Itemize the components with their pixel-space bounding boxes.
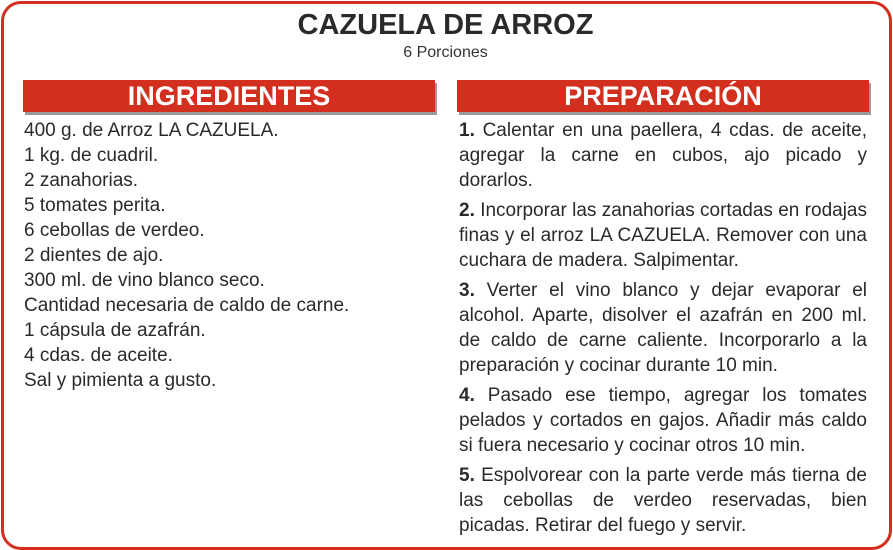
ingredient-item: Sal y pimienta a gusto. (24, 370, 217, 391)
ingredient-item: 1 cápsula de azafrán. (24, 320, 206, 341)
preparation-steps (459, 118, 867, 543)
recipe-title: CAZUELA DE ARROZ (297, 9, 594, 41)
step-number: 2. (459, 200, 475, 221)
ingredient-item: 6 cebollas de verdeo. (24, 220, 205, 241)
ingredients-list (24, 118, 434, 393)
ingredient-item: 400 g. de Arroz LA CAZUELA. (24, 120, 279, 141)
preparation-step (459, 383, 867, 458)
preparation-step (459, 278, 867, 378)
step-text: Verter el vino blanco y dejar evaporar el alcohol. Aparte, disolver el azafrán en 200 ml. de caldo de carne caliente. Incorporarlo a la preparación y cocinar durante 10 min. (459, 280, 867, 376)
ingredient-item: 4 cdas. de aceite. (24, 345, 173, 366)
step-number: 3. (459, 280, 475, 301)
ingredient-item: 1 kg. de cuadril. (24, 145, 159, 166)
step-text: Pasado ese tiempo, agregar los tomates pelados y cortados en gajos. Añadir más caldo si fuera necesario y cocinar otros 10 min. (459, 385, 868, 456)
ingredient-item: 2 dientes de ajo. (24, 245, 164, 266)
preparation-step (459, 463, 867, 538)
step-number: 1. (459, 120, 475, 141)
servings-label: 6 Porciones (403, 44, 488, 61)
step-text: Calentar en una paellera, 4 cdas. de aceite, agregar la carne en cubos, ajo picado y dorarlos. (459, 120, 868, 191)
ingredient-item: 2 zanahorias. (24, 170, 139, 191)
step-text: Incorporar las zanahorias cortadas en rodajas finas y el arroz LA CAZUELA. Remover con una cuchara de madera. Salpimentar. (459, 200, 868, 271)
ingredient-item: 5 tomates perita. (24, 195, 166, 216)
ingredient-item: Cantidad necesaria de caldo de carne. (24, 295, 350, 316)
ingredients-heading: INGREDIENTES (23, 80, 435, 112)
preparation-step (459, 118, 867, 193)
ingredient-item: 300 ml. de vino blanco seco. (24, 270, 265, 291)
preparation-step (459, 198, 867, 273)
step-number: 4. (459, 385, 475, 406)
step-text: Espolvorear con la parte verde más tierna de las cebollas de verdeo reservadas, bien picadas. Retirar del fuego y servir. (459, 465, 867, 536)
step-number: 5. (459, 465, 475, 486)
preparation-heading: PREPARACIÓN (457, 80, 869, 112)
